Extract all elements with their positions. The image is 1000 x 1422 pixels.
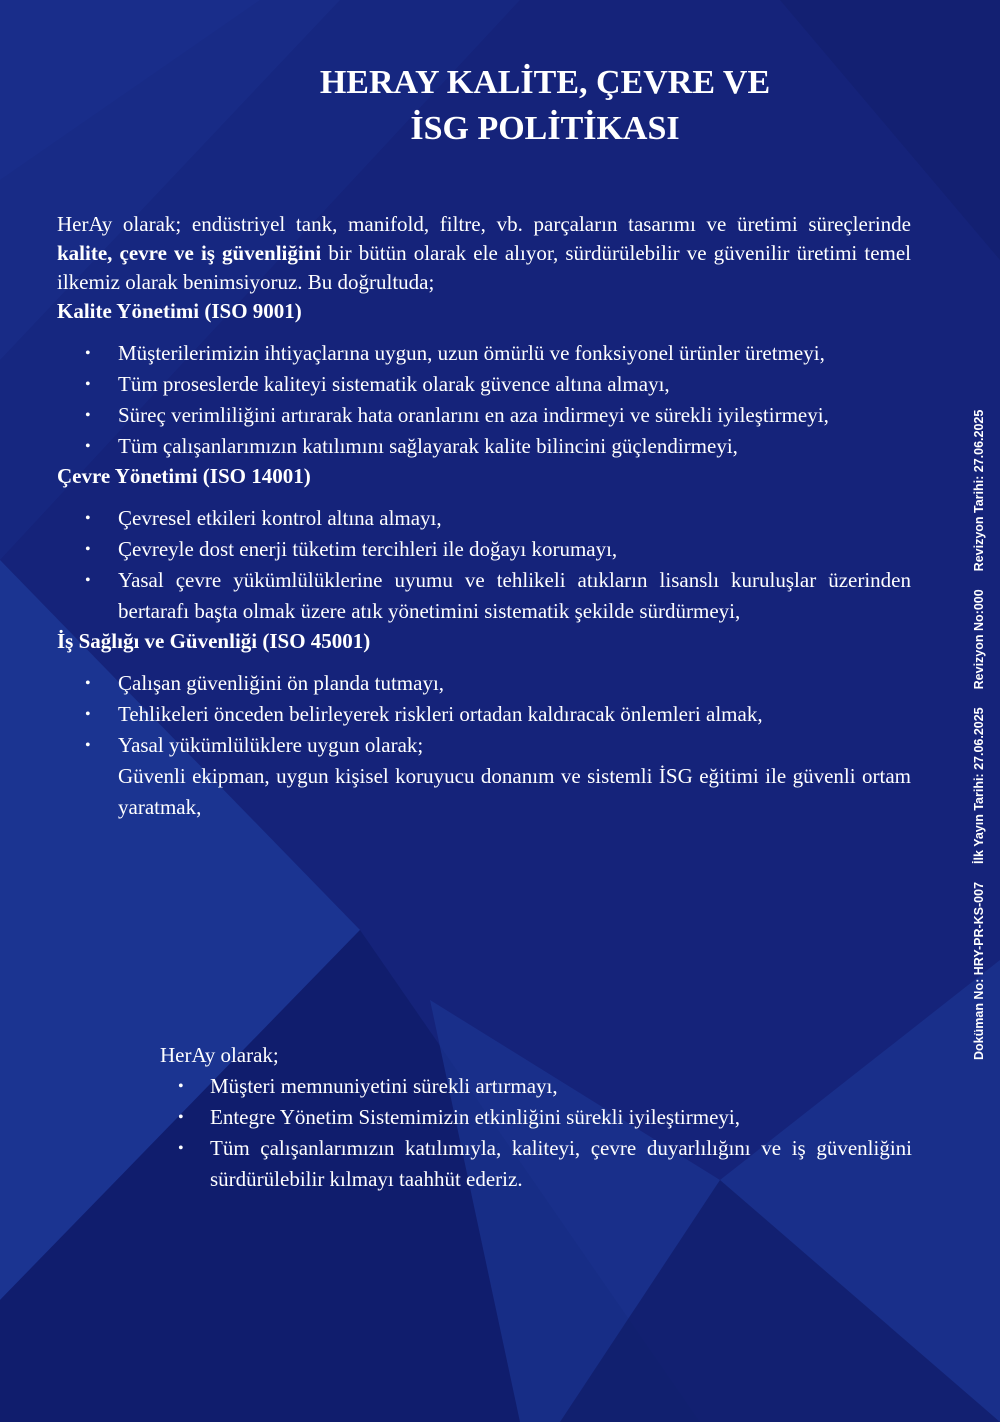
bullet-icon: • [85, 438, 91, 455]
bullet-icon: • [85, 572, 91, 589]
list-item-text: Çevreyle dost enerji tüketim tercihleri ile doğayı korumayı, [118, 537, 618, 561]
list-item-text: Müşteri memnuniyetini sürekli artırmayı, [210, 1074, 558, 1098]
revision-number: Revizyon No:000 [972, 589, 986, 690]
list-item [57, 668, 911, 699]
list-item-text: Tüm çalışanlarımızın katılımını sağlayarak kalite bilincini güçlendirmeyi, [118, 434, 738, 458]
bullet-icon: • [178, 1078, 184, 1095]
list-item-text: Çalışan güvenliğini ön planda tutmayı, [118, 671, 445, 695]
list-item [57, 565, 911, 627]
title-line-1: HERAY KALİTE, ÇEVRE VE [319, 64, 771, 101]
list-item [57, 730, 911, 823]
list-item-text: Yasal yükümlülüklere uygun olarak; [118, 733, 424, 757]
list-item-text: Yasal çevre yükümlülüklerine uyumu ve tehlikeli atıkların lisanslı kuruluşlar üzerinden bertarafı başta olmak üzere atık yönetimini sistematik şekilde sürdürmeyi, [118, 568, 911, 623]
section-quality [57, 297, 911, 462]
doc-number: Doküman No: HRY-PR-KS-007 [972, 881, 986, 1060]
closing-lead: HerAy olarak; [160, 1043, 279, 1067]
bullet-icon: • [178, 1140, 184, 1157]
list-item-text: Tüm proseslerde kaliteyi sistematik olarak güvence altına almayı, [118, 372, 670, 396]
bullet-icon: • [85, 706, 91, 723]
list-item-continuation: Güvenli ekipman, uygun kişisel koruyucu donanım ve sistemli İSG eğitimi ile güvenli ortam yaratmak, [118, 764, 911, 819]
list-item-text: Süreç verimliliğini artırarak hata oranlarını en aza indirmeyi ve sürekli iyileştirmeyi, [118, 403, 829, 427]
section-title: Kalite Yönetimi (ISO 9001) [57, 299, 302, 323]
bullet-icon: • [85, 541, 91, 558]
bullet-icon: • [85, 510, 91, 527]
list-item [57, 534, 911, 565]
page-title [200, 60, 890, 152]
list-item [57, 338, 911, 369]
intro-text-2: bir bütün olarak ele alıyor, sürdürülebilir ve güvenilir üretimi temel ilkemiz olarak benimsiyoruz. Bu doğrultuda; [57, 241, 911, 294]
bullet-icon: • [85, 376, 91, 393]
bullet-icon: • [85, 737, 91, 754]
policy-body [57, 210, 911, 823]
intro-bold-text: kalite, çevre ve iş güvenliğini [57, 241, 322, 265]
bullet-list [57, 668, 911, 823]
list-item [57, 699, 911, 730]
list-item-text: Müşterilerimizin ihtiyaçlarına uygun, uzun ömürlü ve fonksiyonel ürünler üretmeyi, [118, 341, 825, 365]
intro-text-1: HerAy olarak; endüstriyel tank, manifold, filtre, vb. parçaların tasarımı ve üretimi süreçlerinde [57, 212, 911, 236]
document-info-vertical [965, 230, 993, 1060]
list-item [57, 400, 911, 431]
bullet-icon: • [85, 407, 91, 424]
section-title: Çevre Yönetimi (ISO 14001) [57, 464, 311, 488]
section-title: İş Sağlığı ve Güvenliği (ISO 45001) [57, 629, 371, 653]
list-item-text: Tüm çalışanlarımızın katılımıyla, kaliteyi, çevre duyarlılığını ve iş güvenliğini sürdürülebilir kılmayı taahhüt ederiz. [210, 1136, 912, 1191]
section-ohs [57, 627, 911, 823]
list-item [57, 431, 911, 462]
bullet-icon: • [85, 675, 91, 692]
closing-statement [160, 1040, 912, 1195]
title-line-2: İSG POLİTİKASI [410, 110, 680, 147]
first-publish-date: İlk Yayın Tarihi: 27.06.2025 [972, 707, 986, 864]
list-item [160, 1102, 912, 1133]
list-item [57, 503, 911, 534]
section-environment [57, 462, 911, 627]
bullet-list [160, 1071, 912, 1195]
list-item [57, 369, 911, 400]
list-item-text: Entegre Yönetim Sistemimizin etkinliğini sürekli iyileştirmeyi, [210, 1105, 740, 1129]
revision-date: Revizyon Tarihi: 27.06.2025 [972, 409, 986, 572]
intro-paragraph [57, 210, 911, 297]
list-item-text: Çevresel etkileri kontrol altına almayı, [118, 506, 442, 530]
bullet-list [57, 503, 911, 627]
bullet-icon: • [178, 1109, 184, 1126]
bullet-icon: • [85, 345, 91, 362]
list-item-text: Tehlikeleri önceden belirleyerek riskleri ortadan kaldıracak önlemleri almak, [118, 702, 763, 726]
list-item [160, 1133, 912, 1195]
bullet-list [57, 338, 911, 462]
list-item [160, 1071, 912, 1102]
